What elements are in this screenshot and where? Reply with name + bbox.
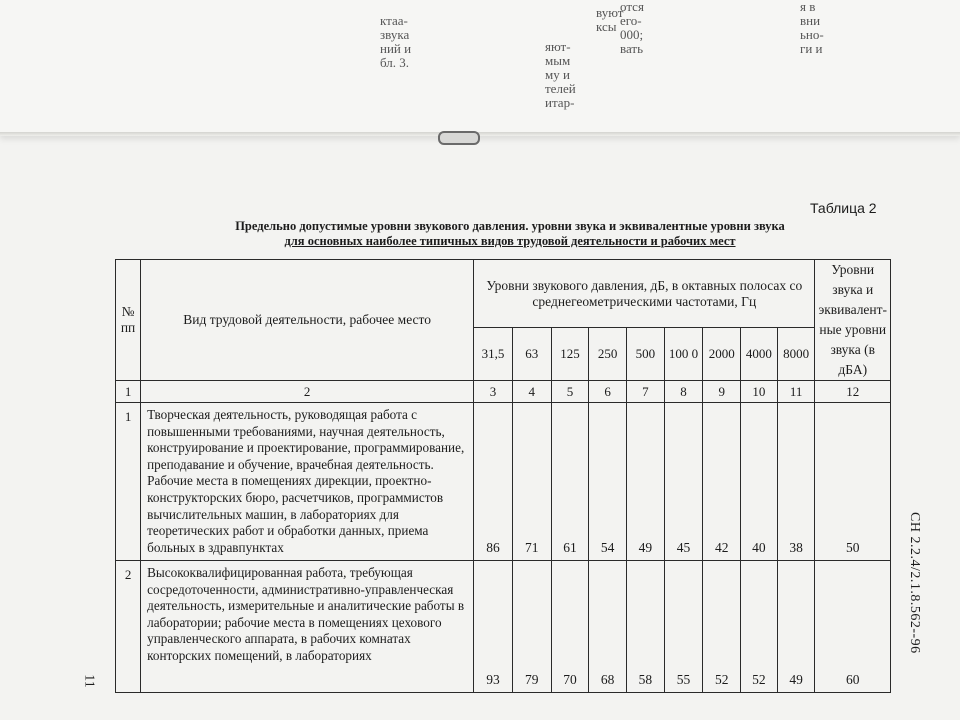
freq-63: 63	[512, 328, 551, 381]
row-level: 60	[815, 561, 891, 693]
header-pressure: Уровни звукового давления, дБ, в октавных полосах со среднегеометрическими частотами, Гц	[474, 260, 815, 328]
row-activity: Высококвалифицированная работа, требующая сосредоточенности, административно-управленческая деятельность, измерительные и аналитические работы в лаборатории; рабочие места в помещениях цехового управленческого аппарата, в рабочих комнатах конторских помещений, в лабораториях	[141, 561, 474, 693]
bleed-column: ктаа- звука ний и бл. 3.	[380, 13, 412, 70]
col-number: 5	[551, 381, 589, 403]
bleed-column: яют- мым му и телей итар-	[545, 39, 576, 110]
row-value: 70	[551, 561, 589, 693]
row-value: 45	[664, 403, 703, 561]
col-number: 4	[512, 381, 551, 403]
row-number: 1	[116, 403, 141, 561]
freq-2000: 2000	[703, 328, 741, 381]
staple-mark	[438, 131, 480, 145]
header-activity: Вид трудовой деятельности, рабочее место	[141, 260, 474, 381]
col-number: 9	[703, 381, 741, 403]
col-number: 3	[474, 381, 513, 403]
page-fold	[0, 132, 960, 136]
row-level: 50	[815, 403, 891, 561]
freq-8000: 8000	[777, 328, 815, 381]
page-number: 11	[81, 674, 97, 688]
header-level: Уровни звука и эквивалент-ные уровни звука (в дБА)	[815, 260, 891, 381]
row-value: 40	[741, 403, 778, 561]
row-value: 42	[703, 403, 741, 561]
freq-31-5: 31,5	[474, 328, 513, 381]
row-value: 79	[512, 561, 551, 693]
document-page	[115, 195, 895, 695]
row-value: 55	[664, 561, 703, 693]
freq-125: 125	[551, 328, 589, 381]
row-value: 71	[512, 403, 551, 561]
table-caption	[160, 219, 860, 249]
freq-500: 500	[626, 328, 664, 381]
row-value: 93	[474, 561, 513, 693]
row-value: 86	[474, 403, 513, 561]
table-label: Таблица 2	[810, 200, 877, 216]
col-number: 11	[777, 381, 815, 403]
row-value: 61	[551, 403, 589, 561]
bleed-column: отся его- 000; вать	[620, 0, 644, 56]
col-number: 7	[626, 381, 664, 403]
col-number: 6	[589, 381, 627, 403]
bleed-column: я в вни ьно- ги и	[800, 0, 824, 56]
table-row	[116, 561, 891, 693]
freq-1000: 100 0	[664, 328, 703, 381]
document-code: СН 2.2.4/2.1.8.562--96	[907, 512, 922, 654]
caption-line-2: для основных наиболее типичных видов трудовой деятельности и рабочих мест	[284, 234, 736, 248]
row-value: 49	[777, 561, 815, 693]
caption-line-1: Предельно допустимые уровни звукового давления. уровни звука и эквивалентные уровни звука	[235, 219, 785, 233]
col-number: 2	[141, 381, 474, 403]
row-value: 54	[589, 403, 627, 561]
row-number: 2	[116, 561, 141, 693]
col-number: 1	[116, 381, 141, 403]
noise-levels-table	[115, 259, 891, 693]
row-value: 38	[777, 403, 815, 561]
col-number: 10	[741, 381, 778, 403]
row-value: 52	[703, 561, 741, 693]
table-row	[116, 403, 891, 561]
row-value: 58	[626, 561, 664, 693]
col-number: 12	[815, 381, 891, 403]
row-value: 52	[741, 561, 778, 693]
previous-page-bleed	[0, 0, 960, 136]
col-number: 8	[664, 381, 703, 403]
header-number: № пп	[116, 260, 141, 381]
freq-4000: 4000	[741, 328, 778, 381]
row-value: 49	[626, 403, 664, 561]
row-value: 68	[589, 561, 627, 693]
row-activity: Творческая деятельность, руководящая работа с повышенными требованиями, научная деятельность, конструирование и проектирование, программирование, преподавание и обучение, врачебная деятельность. Рабочие места в помещениях дирекции, проектно-конструкторских бюро, расчетчиков, программистов вычислительных машин, в лабораториях для теоретических работ и обработки данных, приема больных в здравпунктах	[141, 403, 474, 561]
freq-250: 250	[589, 328, 627, 381]
bleed-column: вуют ксы	[596, 5, 624, 34]
